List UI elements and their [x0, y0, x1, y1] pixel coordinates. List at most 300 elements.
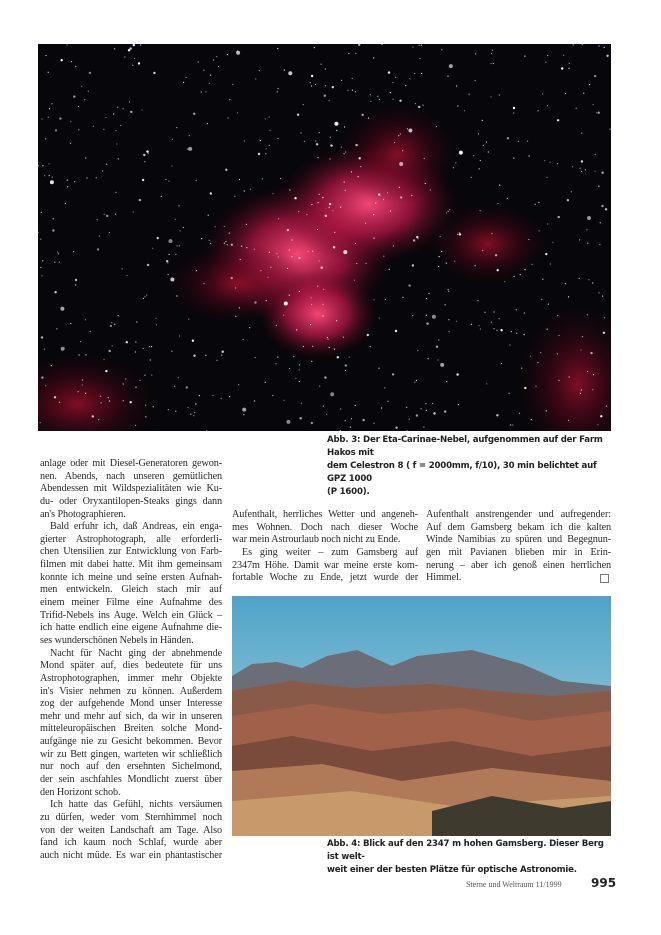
star	[311, 304, 312, 305]
star	[345, 420, 346, 421]
star	[350, 427, 351, 428]
star	[516, 309, 517, 310]
star	[409, 419, 410, 420]
star	[545, 253, 547, 255]
star	[599, 244, 600, 245]
star	[176, 127, 177, 128]
star	[327, 337, 328, 338]
star	[44, 175, 45, 176]
star	[125, 378, 126, 379]
star	[244, 190, 245, 191]
star	[546, 410, 547, 411]
star	[351, 418, 352, 419]
star	[524, 312, 525, 313]
star	[381, 407, 382, 408]
star	[478, 325, 479, 326]
text-line: men entwickeln. Gleich stach mir auf	[40, 584, 222, 596]
star	[61, 59, 63, 61]
star	[225, 241, 226, 242]
star	[428, 293, 429, 294]
star	[301, 403, 302, 404]
star	[51, 103, 52, 104]
star	[304, 141, 305, 142]
star	[300, 132, 301, 133]
star	[343, 153, 344, 154]
star	[540, 352, 541, 353]
star	[143, 348, 144, 349]
star	[92, 415, 94, 417]
star	[294, 197, 296, 199]
star	[67, 180, 68, 181]
star	[373, 238, 374, 239]
star	[581, 133, 582, 134]
star	[60, 307, 64, 311]
text-line: den Horizont schob.	[40, 786, 121, 798]
star	[229, 396, 230, 397]
star	[600, 415, 602, 417]
star	[400, 196, 402, 198]
star	[358, 44, 360, 46]
star	[475, 265, 476, 266]
star	[491, 322, 492, 323]
star	[90, 331, 91, 332]
star	[224, 226, 225, 227]
star	[329, 347, 330, 348]
star	[426, 298, 427, 299]
star	[116, 143, 117, 144]
star	[491, 53, 492, 54]
star	[362, 419, 364, 421]
star	[75, 279, 77, 281]
star	[395, 77, 396, 78]
star	[85, 354, 86, 355]
star	[330, 158, 331, 159]
star	[315, 140, 316, 141]
star	[310, 82, 311, 83]
star	[73, 95, 75, 97]
star	[114, 48, 115, 49]
star	[606, 406, 607, 407]
star	[416, 380, 417, 381]
star	[174, 386, 175, 387]
star	[393, 245, 394, 246]
star	[130, 401, 132, 403]
star	[133, 211, 134, 212]
star	[507, 137, 509, 139]
star	[228, 117, 229, 118]
star	[175, 219, 176, 220]
star	[340, 207, 341, 208]
star	[52, 229, 54, 231]
star	[48, 72, 49, 73]
star	[142, 179, 144, 181]
star	[497, 203, 498, 204]
star	[40, 422, 41, 423]
star	[99, 236, 100, 237]
star	[329, 100, 330, 101]
star	[480, 210, 481, 211]
star	[547, 105, 548, 106]
star	[98, 419, 99, 420]
star	[334, 122, 338, 126]
star	[413, 239, 415, 241]
star	[106, 215, 108, 217]
star	[242, 408, 246, 412]
star	[456, 321, 457, 322]
star	[537, 362, 538, 363]
star	[373, 299, 374, 300]
star	[177, 245, 178, 246]
text-line: Bald erfuhr ich, daß Andreas, ein enga-	[50, 521, 222, 533]
star	[448, 319, 449, 320]
star	[103, 129, 104, 130]
star	[343, 250, 347, 254]
text-column-2	[232, 509, 418, 585]
star	[417, 350, 418, 351]
star	[373, 57, 374, 58]
star	[318, 202, 319, 203]
star	[105, 370, 107, 372]
star	[169, 254, 170, 255]
star	[491, 233, 492, 234]
star	[278, 218, 279, 219]
text-line: war mein Astrourlaub noch nicht zu Ende.	[232, 534, 401, 546]
star	[57, 252, 58, 253]
text-line: aufgänge nie zu Gesicht bekommen. Bevor	[40, 736, 222, 748]
star	[345, 370, 346, 371]
star	[486, 383, 487, 384]
star	[426, 322, 428, 324]
star	[330, 137, 331, 138]
star	[118, 158, 119, 159]
star	[54, 262, 55, 263]
star	[448, 289, 449, 290]
star	[222, 351, 224, 353]
star	[295, 378, 296, 379]
text-line: mes Wohnen. Doch nach dieser Woche	[232, 521, 418, 533]
star	[246, 224, 247, 225]
star	[74, 181, 75, 182]
star	[124, 56, 125, 57]
star	[306, 214, 307, 215]
star	[101, 402, 102, 403]
text-line: gen mit Pavianen blieben mir in Erin-	[426, 546, 611, 558]
star	[314, 47, 315, 48]
star	[51, 365, 52, 366]
star	[447, 76, 448, 77]
star	[283, 315, 284, 316]
star	[103, 359, 104, 360]
star	[373, 214, 374, 215]
star	[394, 142, 395, 143]
star	[567, 199, 569, 201]
star	[140, 380, 141, 381]
star	[336, 320, 337, 321]
star	[287, 229, 289, 231]
star	[52, 177, 53, 178]
star	[176, 295, 177, 296]
star	[269, 145, 270, 146]
star	[141, 109, 142, 110]
star	[414, 382, 415, 383]
star	[535, 204, 536, 205]
star	[78, 129, 79, 130]
star	[266, 300, 267, 301]
text-line: zog der aufgehende Mond unser Interesse	[40, 698, 222, 710]
star	[312, 251, 313, 252]
star	[175, 254, 176, 255]
star	[572, 166, 573, 167]
caption-line: Abb. 4: Blick auf den 2347 m hohen Gamsberg. Dieser Berg ist welt-	[327, 839, 604, 862]
star	[284, 69, 285, 70]
star	[392, 99, 393, 100]
star	[289, 249, 290, 250]
star	[265, 382, 266, 383]
star	[93, 126, 94, 127]
star	[59, 402, 60, 403]
star	[414, 73, 415, 74]
star	[286, 420, 290, 424]
star	[330, 144, 332, 146]
star	[303, 104, 304, 105]
star	[370, 101, 371, 102]
star	[196, 180, 197, 181]
star	[102, 170, 103, 171]
star	[275, 363, 276, 364]
star	[430, 189, 431, 190]
star	[412, 46, 413, 47]
star	[568, 296, 569, 297]
star	[448, 211, 449, 212]
star	[277, 138, 278, 139]
star	[558, 335, 559, 336]
star	[146, 295, 147, 296]
text-line: mehr und mehr auf sich, da wir in unseren	[40, 710, 222, 722]
star	[166, 260, 168, 262]
star	[571, 191, 572, 192]
star	[482, 250, 483, 251]
star	[150, 359, 151, 360]
star	[421, 408, 422, 409]
star	[356, 263, 357, 264]
star	[291, 239, 292, 240]
star	[268, 277, 269, 278]
star	[437, 359, 438, 360]
star	[416, 236, 418, 238]
star	[600, 222, 601, 223]
star	[199, 395, 200, 396]
star	[334, 349, 335, 350]
star	[147, 264, 149, 266]
star	[351, 171, 352, 172]
star	[216, 360, 217, 361]
star	[514, 276, 515, 277]
star	[548, 304, 549, 305]
star	[345, 151, 346, 152]
star	[115, 214, 116, 215]
text-line: in's Visier nehmen zu können. Außerdem	[40, 685, 222, 697]
star	[361, 114, 363, 116]
star	[277, 91, 278, 92]
star	[496, 330, 497, 331]
star	[384, 387, 385, 388]
star	[512, 424, 513, 425]
star	[322, 304, 323, 305]
star	[97, 219, 98, 220]
star	[183, 227, 184, 228]
star	[449, 64, 453, 68]
star	[284, 400, 285, 401]
star	[203, 70, 204, 71]
star	[348, 53, 349, 54]
star	[277, 357, 278, 358]
star	[473, 155, 474, 156]
star	[254, 249, 255, 250]
star	[148, 153, 149, 154]
text-line: nerung – aber ich genoß einen herrlichen	[426, 559, 611, 571]
star	[319, 194, 320, 195]
star	[168, 409, 169, 410]
star	[408, 129, 412, 133]
star	[509, 393, 510, 394]
star	[546, 177, 547, 178]
star	[325, 215, 327, 217]
text-line: konnte ich meine und seine ersten Aufnah-	[40, 571, 222, 583]
star	[145, 416, 146, 417]
star	[236, 51, 240, 55]
star	[53, 218, 54, 219]
star	[311, 297, 312, 298]
star	[272, 193, 273, 194]
star	[598, 292, 599, 293]
star	[297, 114, 299, 116]
star	[189, 135, 190, 136]
star	[581, 171, 582, 172]
star	[108, 397, 109, 398]
text-line: Auf dem Gamsberg bekam ich die kalten	[426, 521, 611, 533]
star	[535, 386, 536, 387]
star	[478, 133, 479, 134]
star	[298, 257, 300, 259]
star	[42, 165, 43, 166]
star	[255, 78, 256, 79]
figure-3-caption	[327, 434, 617, 499]
star	[379, 317, 380, 318]
star	[499, 94, 500, 95]
star	[210, 75, 211, 76]
star	[143, 298, 144, 299]
star	[70, 121, 71, 122]
star	[171, 165, 172, 166]
text-line: anlage oder mit Diesel-Generatoren gewon-	[40, 458, 222, 469]
star	[486, 141, 487, 142]
star	[399, 187, 400, 188]
star	[416, 414, 418, 416]
star	[79, 354, 80, 355]
star	[311, 85, 312, 86]
star	[168, 181, 169, 182]
star	[85, 157, 86, 158]
star	[109, 232, 110, 233]
star	[130, 111, 132, 113]
star	[541, 299, 542, 300]
star	[259, 70, 260, 71]
star	[299, 291, 300, 292]
star	[328, 339, 329, 340]
star	[188, 407, 189, 408]
star	[419, 58, 420, 59]
text-line: von der weiten Landschaft am Tage. Also	[40, 824, 222, 836]
star	[89, 72, 91, 74]
star	[317, 157, 318, 158]
star	[587, 371, 588, 372]
star	[409, 78, 410, 79]
star	[260, 270, 261, 271]
end-of-article-mark	[600, 574, 609, 583]
star	[507, 198, 508, 199]
star	[112, 345, 113, 346]
text-line: du- oder Oryxantilopen-Steaks gings dann	[40, 495, 222, 507]
star	[588, 279, 589, 280]
star	[169, 239, 173, 243]
star	[390, 92, 391, 93]
caption-line: (P 1600).	[327, 487, 370, 497]
star	[138, 62, 140, 64]
text-line: Ich hatte das Gefühl, nichts versäumen	[50, 799, 222, 811]
star	[209, 83, 210, 84]
star	[193, 113, 195, 115]
star	[529, 155, 530, 156]
star	[558, 380, 559, 381]
star	[370, 346, 371, 347]
star	[156, 324, 157, 325]
star	[329, 203, 331, 205]
star	[480, 160, 481, 161]
star	[65, 203, 66, 204]
star	[59, 262, 60, 263]
star	[109, 400, 110, 401]
star	[278, 88, 279, 89]
star	[75, 66, 76, 67]
star	[592, 389, 593, 390]
star	[240, 259, 241, 260]
star	[412, 264, 414, 266]
star	[210, 192, 212, 194]
star	[513, 107, 515, 109]
star	[149, 346, 150, 347]
star	[325, 68, 326, 69]
star	[500, 329, 502, 331]
star	[438, 339, 439, 340]
star	[269, 252, 270, 253]
star	[212, 395, 213, 396]
star	[317, 229, 318, 230]
text-line: mitteleuropäischen Breiten solche Mond-	[40, 723, 222, 735]
star	[581, 160, 583, 162]
star	[178, 377, 179, 378]
star	[547, 329, 548, 330]
star	[594, 75, 596, 77]
star	[278, 256, 279, 257]
star	[593, 374, 594, 375]
star	[45, 385, 46, 386]
star	[480, 328, 481, 329]
star	[504, 281, 505, 282]
star	[144, 375, 145, 376]
star	[422, 105, 423, 106]
star	[139, 199, 141, 201]
star	[399, 162, 403, 166]
